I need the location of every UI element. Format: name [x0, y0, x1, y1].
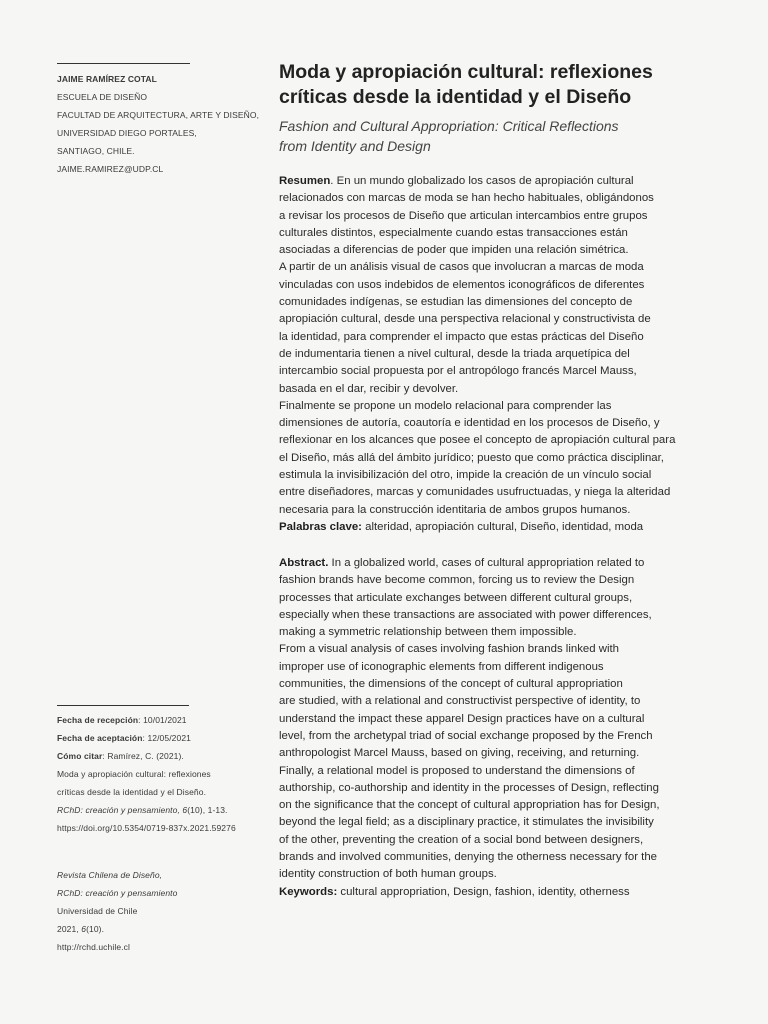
article-subtitle: Fashion and Cultural Appropriation: Critical Reflections from Identity and Design	[279, 118, 619, 154]
abstract-label: Abstract.	[279, 557, 329, 569]
received-date: Fecha de recepción: 10/01/2021	[57, 715, 187, 725]
abstract-line: identity construction of both human groups.	[279, 868, 497, 881]
abstract-line: processes that articulate exchanges between different cultural groups,	[279, 591, 633, 604]
journal-university: Universidad de Chile	[57, 906, 138, 916]
abstract-line: From a visual analysis of cases involving fashion brands linked with	[279, 643, 619, 656]
resumen-line: estimula la invisibilización del otro, impide la creación de un vínculo social	[279, 469, 652, 482]
abstract-line: are studied, with a relational and constructivist perspective of identity, to	[279, 695, 641, 708]
article-title: Moda y apropiación cultural: reflexiones críticas desde la identidad y el Diseño	[279, 61, 653, 108]
abstract-line: communities, the dimensions of the concept of cultural appropriation	[279, 678, 623, 691]
journal-block	[57, 866, 257, 956]
abstract-line: brands and involved communities, denying the otherness necessary for the	[279, 851, 658, 864]
abstract-line: improper use of iconographic elements from different indigenous	[279, 660, 604, 673]
citation-block	[57, 705, 257, 837]
abstract-section	[279, 555, 709, 901]
resumen-line: basada en el dar, recibir y devolver.	[279, 382, 459, 395]
author-email[interactable]: JAIME.RAMIREZ@UDP.CL	[57, 164, 164, 174]
author-name: JAIME RAMÍREZ COTAL	[57, 74, 157, 84]
cite-as: Cómo citar: Ramírez, C. (2021).	[57, 751, 184, 761]
journal-short: RChD: creación y pensamiento	[57, 888, 178, 898]
palabras-clave: Palabras clave: alteridad, apropiación cultural, Diseño, identidad, moda	[279, 520, 644, 533]
abstract-line: level, from the archetypal triad of social exchange proposed by the French	[279, 729, 653, 742]
resumen-line: la identidad, para comprender el impacto que estas prácticas del Diseño	[279, 330, 644, 343]
doi-link[interactable]: https://doi.org/10.5354/0719-837x.2021.59276	[57, 823, 236, 833]
abstract-line: Abstract. In a globalized world, cases of cultural appropriation related to	[279, 557, 645, 569]
journal-name: Revista Chilena de Diseño,	[57, 870, 163, 880]
resumen-line: intercambio social propuesta por el antropólogo francés Marcel Mauss,	[279, 365, 637, 378]
resumen-line: entre diseñadores, marcas y comunidades usufructuadas, y niega la alteridad	[279, 486, 671, 499]
cite-journal: RChD: creación y pensamiento, 6(10), 1-13.	[57, 805, 228, 815]
resumen-line: necesaria para la construcción identitaria de ambos grupos humanos.	[279, 503, 631, 516]
resumen-line: asociadas a diferencias de poder que impiden una relación simétrica.	[279, 244, 629, 257]
resumen-line: Finalmente se propone un modelo relacional para comprender las	[279, 399, 612, 412]
abstract-line: of the other, preventing the creation of a social bond between designers,	[279, 833, 644, 846]
resumen-line: comunidades indígenas, se estudian las dimensiones del concepto de	[279, 296, 633, 309]
abstract-line: making a symmetric relationship between them impossible.	[279, 626, 577, 639]
abstract-line: on the significance that the concept of cultural appropriation has for Design,	[279, 799, 660, 812]
resumen-line: a revisar los procesos de Diseño que articulan intercambios entre grupos	[279, 209, 648, 222]
resumen-line: de indumentaria tienen a nivel cultural, desde la triada arquetípica del	[279, 347, 630, 360]
abstract-line: beyond the legal field; as a disciplinary practice, it stimulates the invisibility	[279, 816, 654, 829]
abstract-line: anthropologist Marcel Mauss, based on giving, receiving, and returning.	[279, 747, 640, 760]
resumen-line: el Diseño, más allá del ámbito jurídico; puesto que como práctica disciplinar,	[279, 451, 664, 464]
affiliation-line: FACULTAD DE ARQUITECTURA, ARTE Y DISEÑO,	[57, 110, 260, 120]
affiliation-line: ESCUELA DE DISEÑO	[57, 92, 148, 102]
affiliation-line: UNIVERSIDAD DIEGO PORTALES,	[57, 128, 197, 138]
resumen-line: dimensiones de autoría, coautoría e identidad en los procesos de Diseño, y	[279, 417, 660, 430]
journal-issue: 2021, 6(10).	[57, 924, 105, 934]
resumen-line: culturales distintos, especialmente cuando estas transacciones están	[279, 226, 628, 239]
abstract-line: Finally, a relational model is proposed to understand the dimensions of	[279, 764, 635, 777]
resumen-line: relacionados con marcas de moda se han hecho habituales, obligándonos	[279, 192, 654, 205]
resumen-line: vinculadas con usos indebidos de elementos iconográficos de diferentes	[279, 278, 645, 291]
accepted-date: Fecha de aceptación: 12/05/2021	[57, 733, 191, 743]
cite-line: Moda y apropiación cultural: reflexiones	[57, 769, 211, 779]
abstract-line: especially when these transactions are associated with power differences,	[279, 608, 652, 621]
abstract-line: authorship, co-authorship and identity in the processes of Design, reflecting	[279, 781, 659, 794]
cite-line: críticas desde la identidad y el Diseño.	[57, 787, 207, 797]
resumen-line: apropiación cultural, desde una perspectiva relacional y constructivista de	[279, 313, 651, 326]
resumen-label: Resumen	[279, 175, 331, 187]
resumen-line: Resumen. En un mundo globalizado los casos de apropiación cultural	[279, 175, 634, 187]
journal-url[interactable]: http://rchd.uchile.cl	[57, 942, 130, 952]
affiliation-line: SANTIAGO, CHILE.	[57, 146, 135, 156]
resumen-section	[279, 173, 709, 536]
abstract-line: fashion brands have become common, forcing us to review the Design	[279, 574, 635, 587]
keywords: Keywords: cultural appropriation, Design, fashion, identity, otherness	[279, 885, 630, 898]
resumen-line: A partir de un análisis visual de casos que involucran a marcas de moda	[279, 261, 644, 274]
author-block	[57, 63, 260, 178]
article-main	[279, 60, 709, 156]
resumen-line: reflexionar en los alcances que posee el concepto de apropiación cultural para	[279, 434, 676, 447]
abstract-line: understand the impact these apparel Design practices have on a cultural	[279, 712, 645, 725]
